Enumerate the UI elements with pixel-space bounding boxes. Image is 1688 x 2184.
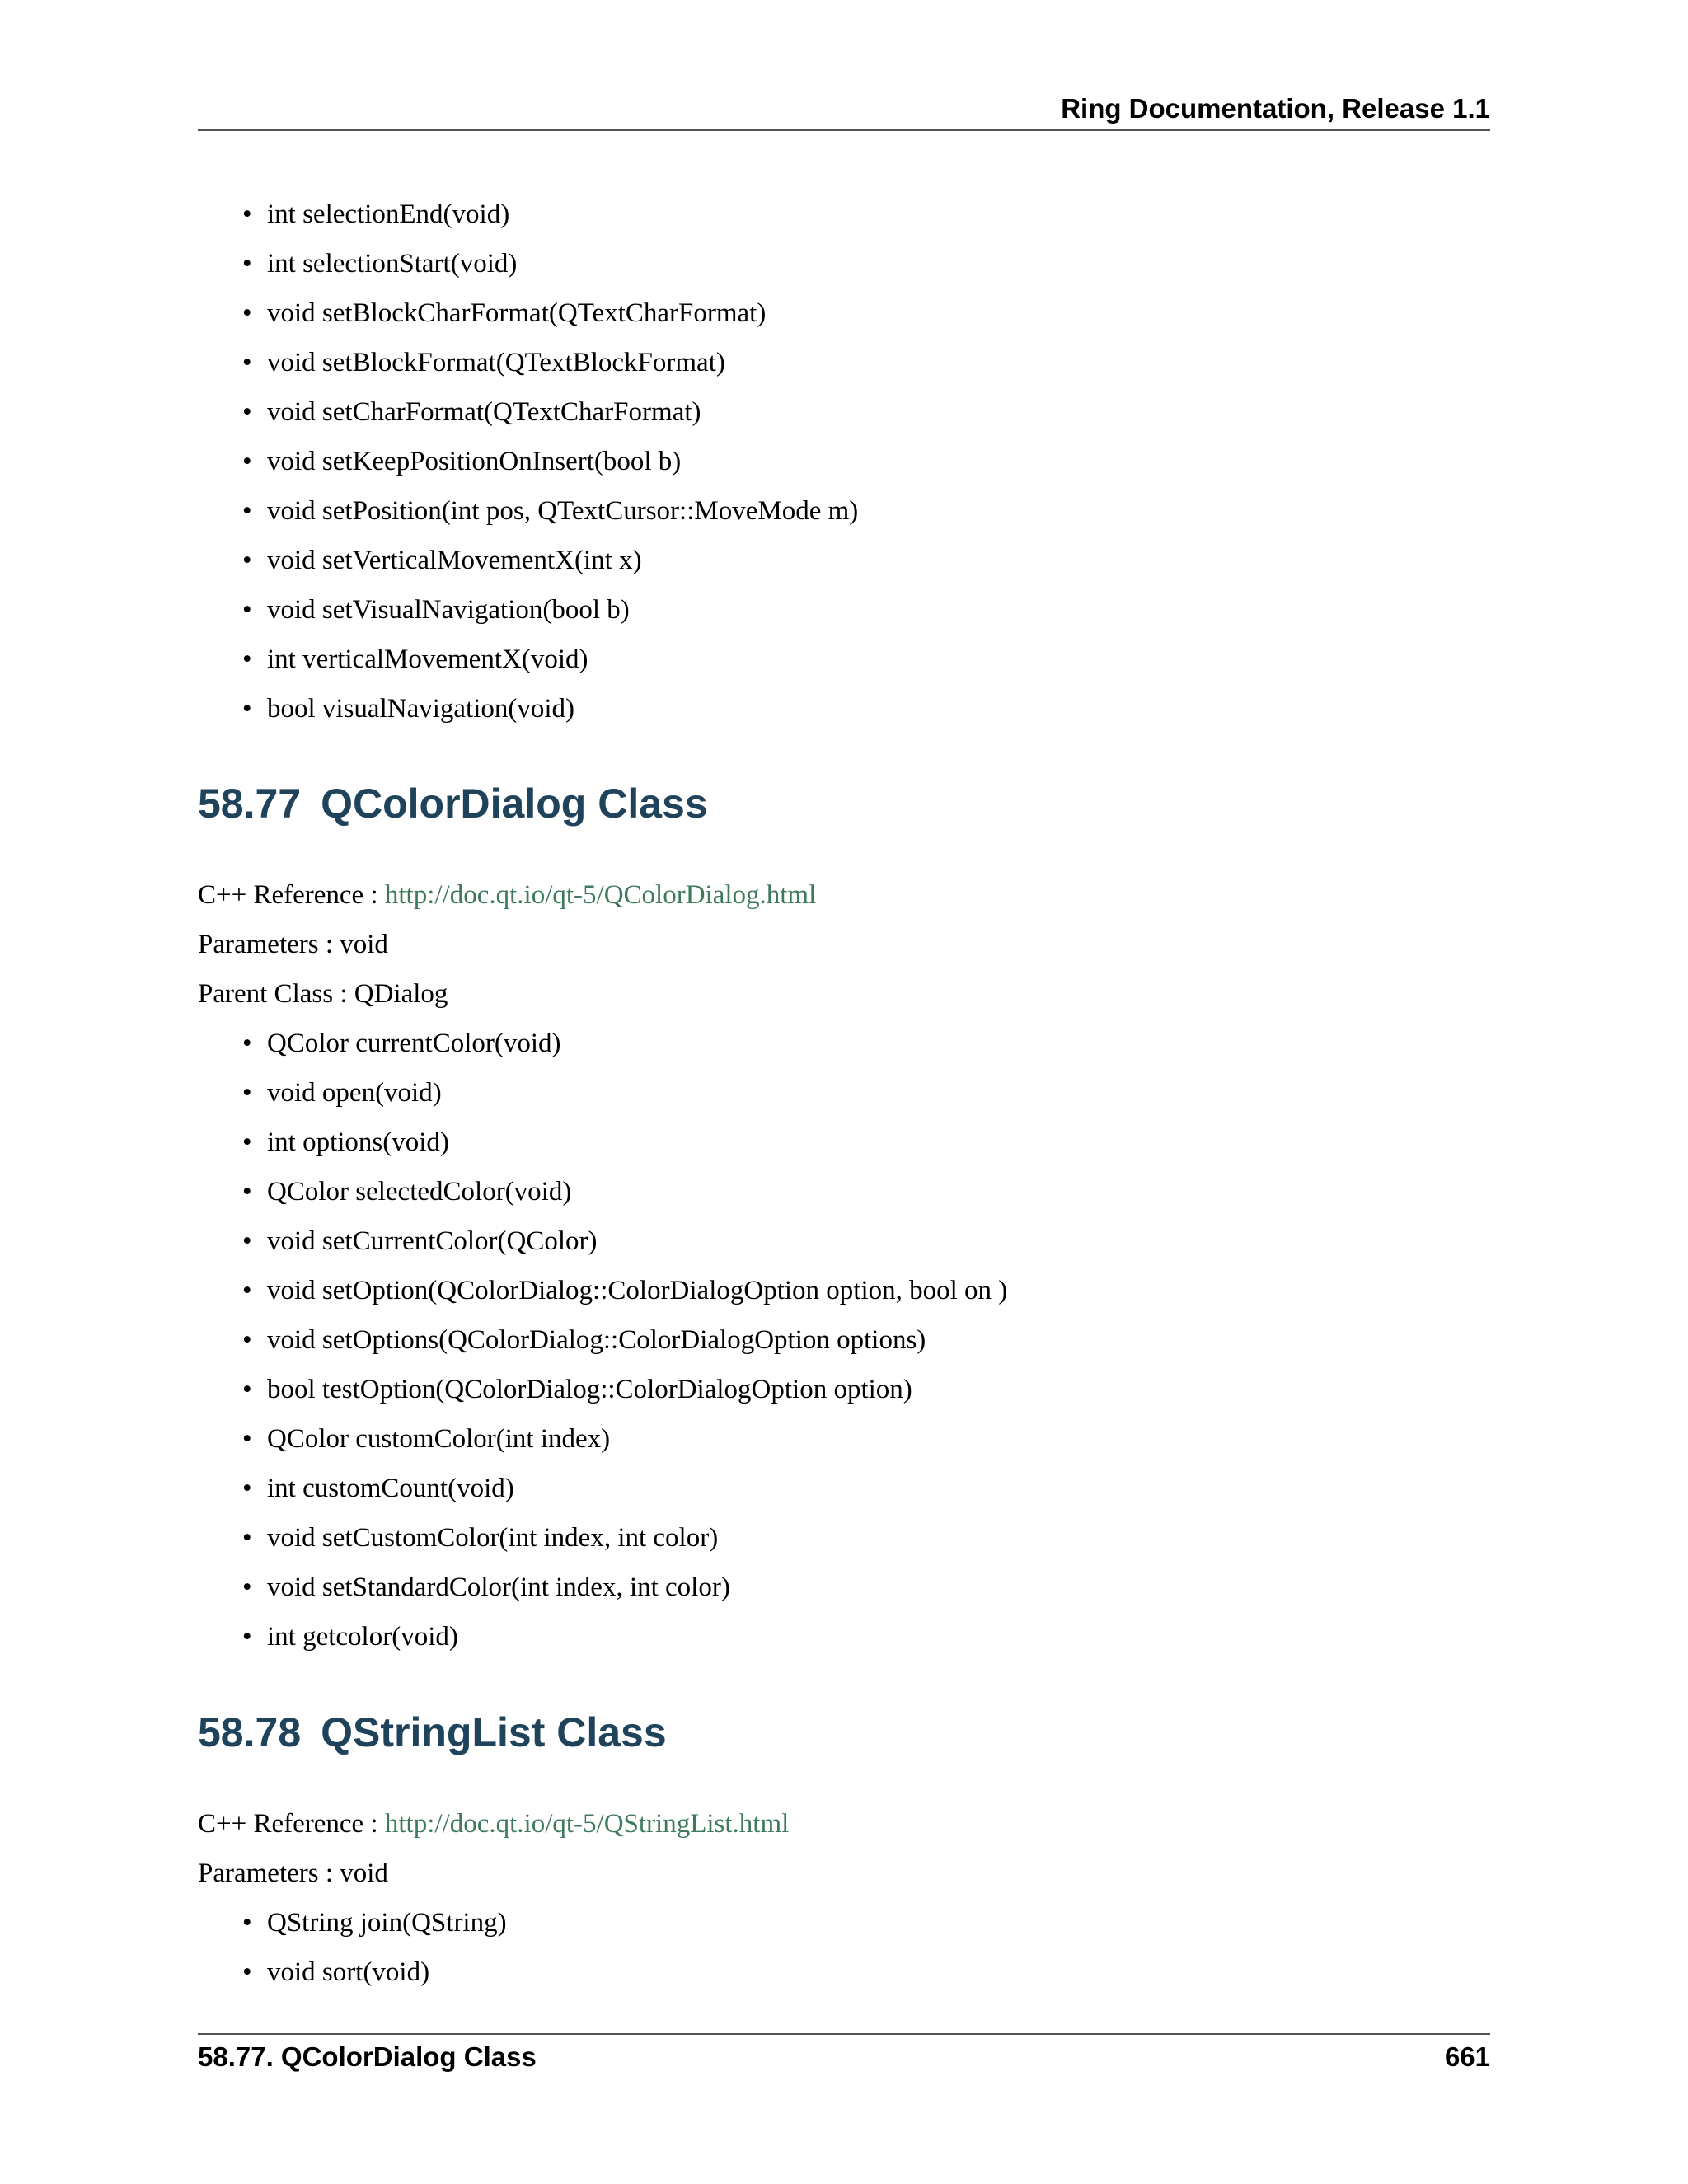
bullet-marker: • xyxy=(242,1325,252,1355)
parent-class-line: Parent Class : QDialog xyxy=(198,979,448,1009)
bullet-marker: • xyxy=(242,1029,252,1058)
method-signature: void setCharFormat(QTextCharFormat) xyxy=(267,397,701,427)
bullet-marker: • xyxy=(242,1078,252,1108)
list-item xyxy=(198,1320,1007,1370)
method-signature: void setOption(QColorDialog::ColorDialogOption option, bool on ) xyxy=(267,1276,1008,1305)
bullet-marker: • xyxy=(242,298,252,328)
method-signature: void setCurrentColor(QColor) xyxy=(267,1226,598,1256)
section-number: 58.77 xyxy=(198,780,302,827)
list-item xyxy=(198,1518,1007,1568)
method-signature: void setBlockCharFormat(QTextCharFormat) xyxy=(267,298,767,328)
list-item xyxy=(198,442,858,491)
method-signature: QColor customColor(int index) xyxy=(267,1424,611,1454)
bullet-marker: • xyxy=(242,1572,252,1602)
parameters-line: Parameters : void xyxy=(198,930,388,959)
list-item xyxy=(198,1568,1007,1617)
method-signature: QColor selectedColor(void) xyxy=(267,1177,572,1207)
method-signature: void setOptions(QColorDialog::ColorDialogOption options) xyxy=(267,1325,926,1355)
bullet-marker: • xyxy=(242,447,252,476)
list-item xyxy=(198,1903,507,1952)
method-signature: void setPosition(int pos, QTextCursor::MoveMode m) xyxy=(267,496,859,526)
bullet-marker: • xyxy=(242,595,252,625)
list-item xyxy=(198,1370,1007,1419)
cpp-reference-label: C++ Reference : xyxy=(198,880,385,910)
list-item xyxy=(198,1221,1007,1271)
method-signature: bool visualNavigation(void) xyxy=(267,694,575,724)
section-heading-qstringlist xyxy=(198,1704,667,1761)
bullet-marker: • xyxy=(242,249,252,279)
bullet-marker: • xyxy=(242,1908,252,1938)
method-signature: QString join(QString) xyxy=(267,1908,507,1938)
bullet-marker: • xyxy=(242,1957,252,1987)
method-signature: void setBlockFormat(QTextBlockFormat) xyxy=(267,348,725,377)
section-heading-qcolordialog xyxy=(198,775,708,832)
running-footer xyxy=(198,2037,1490,2077)
bullet-marker: • xyxy=(242,1375,252,1404)
list-item xyxy=(198,689,858,738)
method-signature: int selectionEnd(void) xyxy=(267,199,510,229)
bullet-marker: • xyxy=(242,348,252,377)
method-signature: void setKeepPositionOnInsert(bool b) xyxy=(267,447,682,476)
list-item xyxy=(198,491,858,541)
method-signature: int verticalMovementX(void) xyxy=(267,644,588,674)
bullet-marker: • xyxy=(242,694,252,724)
bullet-marker: • xyxy=(242,1177,252,1207)
list-item xyxy=(198,1617,1007,1666)
method-signature: void setCustomColor(int index, int color) xyxy=(267,1523,719,1553)
list-item xyxy=(198,343,858,392)
cpp-reference-label: C++ Reference : xyxy=(198,1809,385,1839)
method-signature: int customCount(void) xyxy=(267,1474,514,1503)
bullet-marker: • xyxy=(242,199,252,229)
bullet-marker: • xyxy=(242,546,252,575)
list-item xyxy=(198,1024,1007,1073)
bullet-marker: • xyxy=(242,496,252,526)
list-item xyxy=(198,590,858,640)
parameters-line: Parameters : void xyxy=(198,1858,388,1888)
list-item xyxy=(198,1469,1007,1518)
footer-rule xyxy=(198,2033,1490,2035)
cpp-reference-link[interactable]: http://doc.qt.io/qt-5/QColorDialog.html xyxy=(384,880,817,910)
method-signature: int getcolor(void) xyxy=(267,1622,458,1652)
method-signature: QColor currentColor(void) xyxy=(267,1029,561,1058)
bullet-marker: • xyxy=(242,1424,252,1454)
list-item xyxy=(198,392,858,442)
method-list-qstringlist xyxy=(198,1903,507,2002)
bullet-marker: • xyxy=(242,1622,252,1652)
method-signature: void setVisualNavigation(bool b) xyxy=(267,595,630,625)
method-list-qcolordialog xyxy=(198,1024,1007,1666)
list-item xyxy=(198,1419,1007,1469)
bullet-marker: • xyxy=(242,1226,252,1256)
method-signature: int options(void) xyxy=(267,1127,449,1157)
list-item xyxy=(198,640,858,689)
cpp-reference-line xyxy=(198,1804,789,1854)
running-header: Ring Documentation, Release 1.1 xyxy=(1061,93,1490,124)
list-item xyxy=(198,1073,1007,1122)
bullet-marker: • xyxy=(242,1276,252,1305)
method-list-top xyxy=(198,194,858,738)
footer-section-title: 58.77. QColorDialog Class xyxy=(198,2041,537,2072)
list-item xyxy=(198,1172,1007,1221)
list-item xyxy=(198,541,858,590)
method-signature: void setVerticalMovementX(int x) xyxy=(267,546,642,575)
cpp-reference-line xyxy=(198,875,816,925)
bullet-marker: • xyxy=(242,1127,252,1157)
method-signature: bool testOption(QColorDialog::ColorDialogOption option) xyxy=(267,1375,912,1404)
list-item xyxy=(198,1952,507,2002)
section-title: QColorDialog Class xyxy=(321,780,708,827)
bullet-marker: • xyxy=(242,397,252,427)
cpp-reference-link[interactable]: http://doc.qt.io/qt-5/QStringList.html xyxy=(384,1809,790,1839)
list-item xyxy=(198,1122,1007,1172)
list-item xyxy=(198,244,858,293)
method-signature: void setStandardColor(int index, int color) xyxy=(267,1572,730,1602)
bullet-marker: • xyxy=(242,1523,252,1553)
header-rule xyxy=(198,129,1490,131)
list-item xyxy=(198,194,858,244)
method-signature: void open(void) xyxy=(267,1078,442,1108)
section-number: 58.78 xyxy=(198,1709,302,1755)
list-item xyxy=(198,1271,1007,1320)
section-title: QStringList Class xyxy=(321,1709,667,1755)
list-item xyxy=(198,293,858,343)
method-signature: void sort(void) xyxy=(267,1957,430,1987)
bullet-marker: • xyxy=(242,1474,252,1503)
page-number: 661 xyxy=(1444,2041,1490,2072)
method-signature: int selectionStart(void) xyxy=(267,249,518,279)
bullet-marker: • xyxy=(242,644,252,674)
